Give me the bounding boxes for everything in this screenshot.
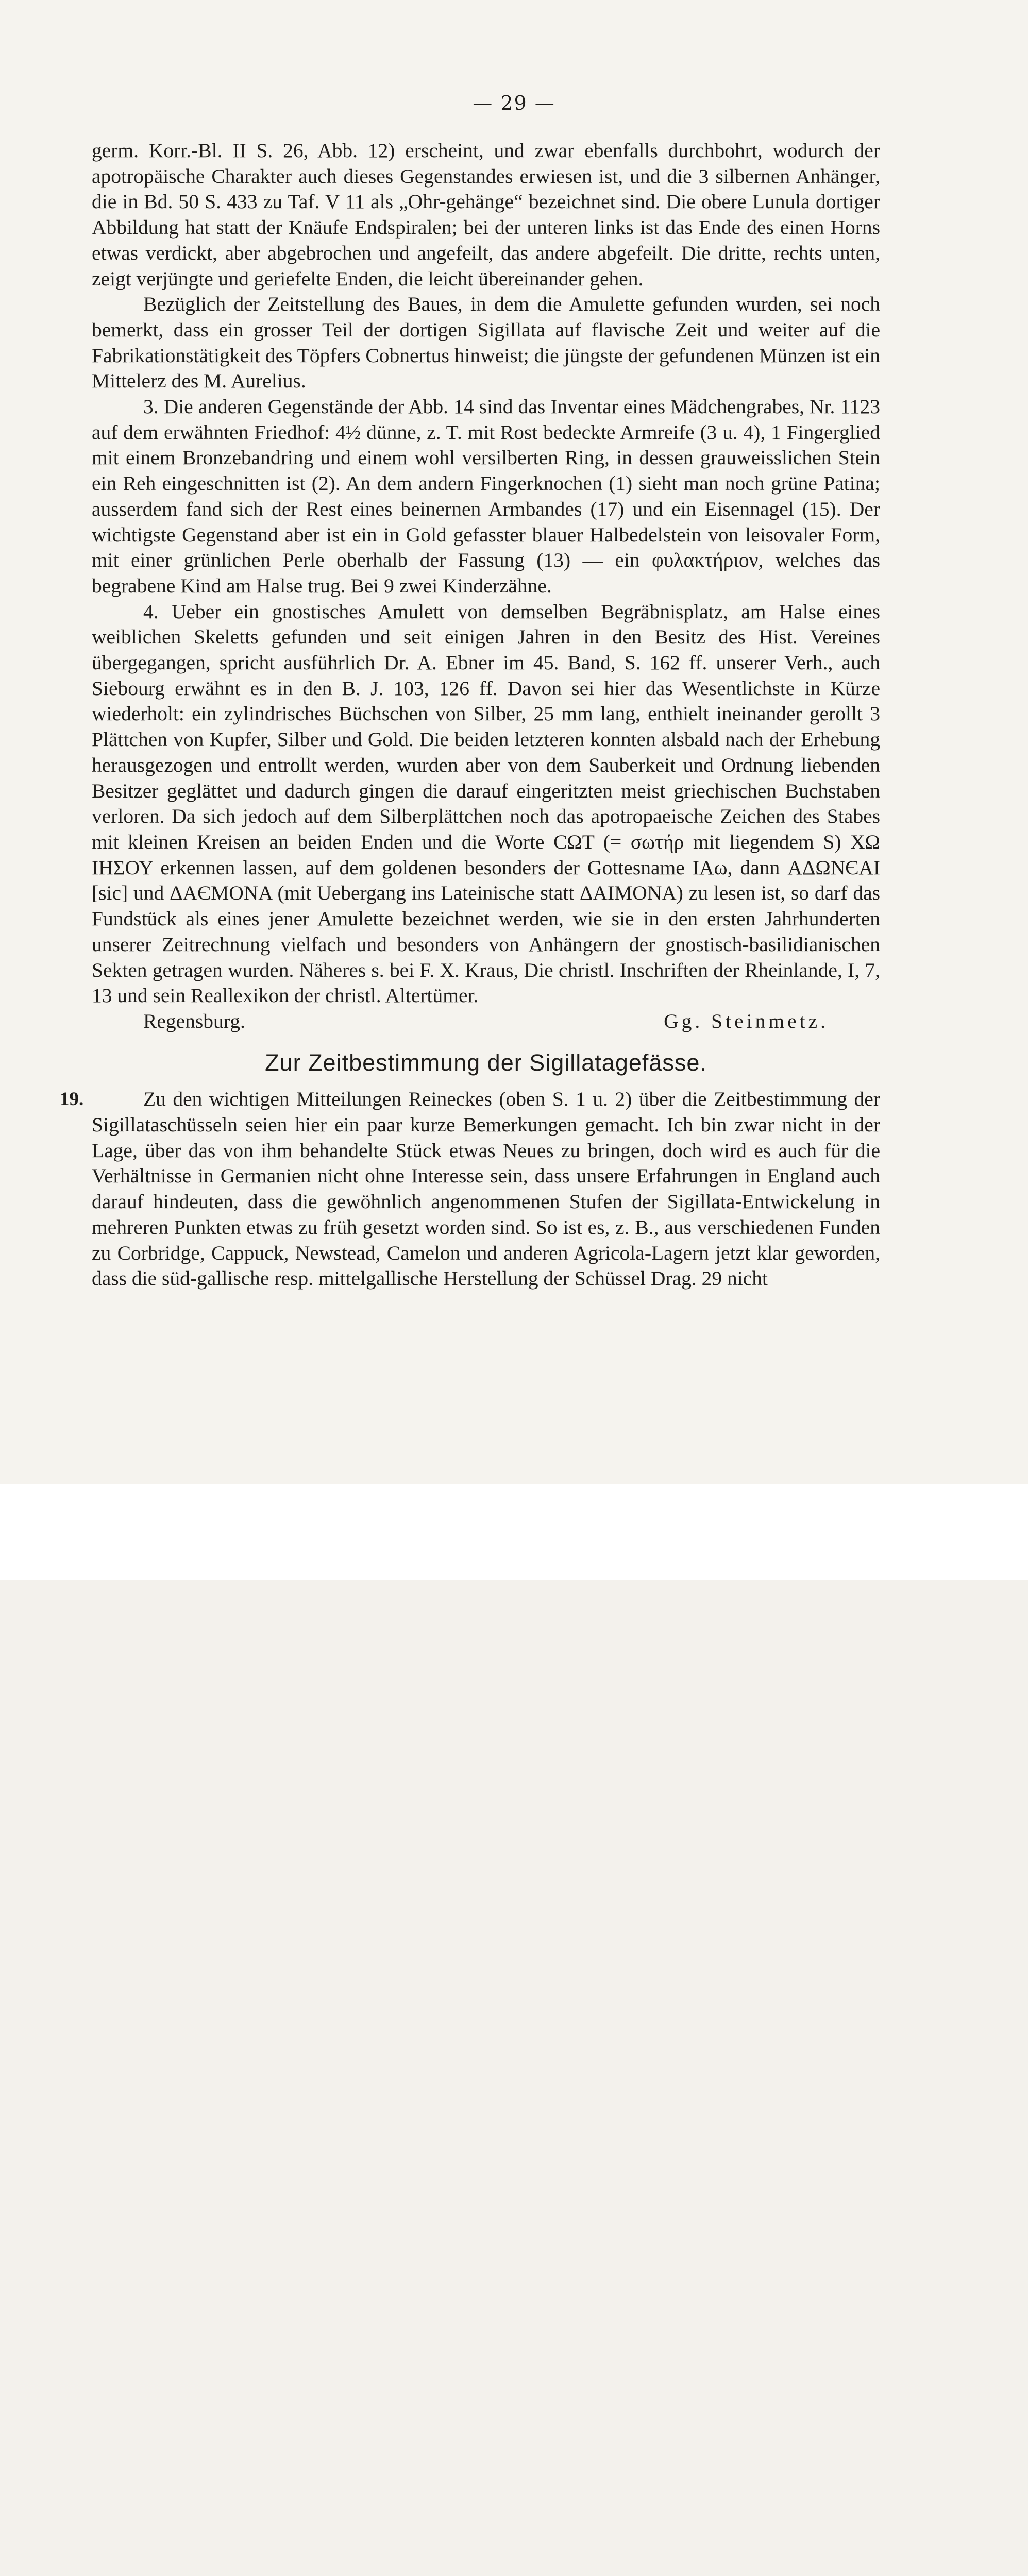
page-number: — 29 —: [473, 92, 555, 114]
signature-place: Regensburg.: [143, 1009, 245, 1032]
section-19: [60, 1087, 880, 1292]
paragraph-2: Bezüglich der Zeitstellung des Baues, in dem die Amulette gefunden wurden, sei noch bemerkt, dass ein grosser Teil der dortigen Sigillata auf flavische Zeit und weiter auf die Fabrikationstätigkeit des Töpfers Cobnertus hinweist; die jüngste der gefundenen Münzen ist ein Mittelerz des M. Aurelius.: [92, 293, 880, 393]
paragraph-4: 4. Ueber ein gnostisches Amulett von demselben Begräbnisplatz, am Halse eines weiblichen Skeletts gefunden und seit einigen Jahren in den Besitz des Hist. Vereines übergegangen, spricht ausführlich Dr. A. Ebner im 45. Band, S. 162 ff. unserer Verh., auch Siebourg erwähnt es in den B. J. 103, 126 ff. Davon sei hier das Wesentlichste in Kürze wiederholt: ein zylindrisches Büchschen von Silber, 25 mm lang, enthielt ineinander gerollt 3 Plättchen von Kupfer, Silber und Gold. Die beiden letzteren konnten alsbald nach der Erhebung herausgezogen und entrollt werden, wurden aber von dem Sauberkeit und Ordnung liebenden Besitzer geglättet und dadurch gingen die darauf eingeritzten meist griechischen Buchstaben verloren. Da sich jedoch auf dem Silberplättchen noch das apotropaeische Zeichen des Stabes mit kleinen Kreisen an beiden Enden und die Worte ϹΩΤ (= σωτήρ mit liegendem S) XΩ ΙΗΣΟΥ erkennen lassen, auf dem goldenen besonders der Gottesname ΙΑω, dann ΑΔΩΝЄΑΙ [sic] und ΔΑЄΜΟΝΑ (mit Uebergang ins Lateinische statt ΔΑΙΜΟΝΑ) zu lesen ist, so darf das Fundstück als eines jener Amulette bezeichnet werden, wie sie in den ersten Jahrhunderten unserer Zeitrechnung vielfach und besonders von Anhängern der gnostisch-basilidianischen Sekten getragen wurden. Näheres s. bei F. X. Kraus, Die christl. Inschriften der Rheinlande, I, 7, 13 und sein Reallexikon der christl. Altertümer.: [92, 600, 880, 1007]
paragraph-1: germ. Korr.-Bl. II S. 26, Abb. 12) erscheint, und zwar ebenfalls durchbohrt, wodurch der apotropäische Charakter auch dieses Gegenstandes erwiesen ist, und die 3 silbernen Anhänger, die in Bd. 50 S. 433 zu Taf. V 11 als „Ohr-gehänge“ bezeichnet sind. Die obere Lunula dortiger Abbildung hat statt der Knäufe Endspiralen; bei der unteren links ist das Ende des einen Horns etwas verdickt, aber abgebrochen und angefeilt, das andere abgefeilt. Die dritte, rechts unten, zeigt verjüngte und geriefelte Enden, die leicht übereinander gehen.: [92, 139, 880, 290]
paragraph-3: 3. Die anderen Gegenstände der Abb. 14 sind das Inventar eines Mädchengrabes, Nr. 1123 auf dem erwähnten Friedhof: 4½ dünne, z. T. mit Rost bedeckte Armreife (3 u. 4), 1 Fingerglied mit einem Bronzebandring und einem wohl versilberten Ring, in dessen grauweisslichen Stein ein Reh eingeschnitten ist (2). An dem andern Fingerknochen (1) sieht man noch grüne Patina; ausserdem fand sich der Rest eines beinernen Armbandes (17) und ein Eisennagel (15). Der wichtigste Gegenstand aber ist ein in Gold gefasster blauer Halbedelstein von leisovaler Form, mit einer grünlichen Perle oberhalb der Fassung (13) — ein φυλακτήριον, welches das begrabene Kind am Halse trug. Bei 9 zwei Kinderzähne.: [92, 395, 880, 597]
footer-bar: [0, 1484, 1028, 1580]
section-heading: Zur Zeitbestimmung der Sigillatagefässe.: [265, 1049, 707, 1076]
signature-line: [92, 1009, 880, 1035]
signature-author: Gg. Steinmetz.: [664, 1009, 829, 1032]
text-column: [60, 138, 880, 1292]
section-text: Zu den wichtigen Mitteilungen Reineckes (oben S. 1 u. 2) über die Zeitbestimmung der Sigillataschüsseln seien hier ein paar kurze Bemerkungen gemacht. Ich bin zwar nicht in der Lage, über das von ihm behandelte Stück etwas Neues zu bringen, doch wird es auch für die Verhältnisse in Germanien nicht ohne Interesse sein, dass unsere Erfahrungen in England auch darauf hindeuten, dass die gewöhnlich angenommenen Stufen der Sigillata-Entwickelung in mehreren Punkten etwas zu früh gesetzt worden sind. So ist es, z. B., aus verschiedenen Funden zu Corbridge, Cappuck, Newstead, Camelon und anderen Agricola-Lagern jetzt klar geworden, dass die süd-gallische resp. mittelgallische Herstellung der Schüssel Drag. 29 nicht: [92, 1088, 880, 1290]
section-number: 19.: [60, 1089, 84, 1110]
